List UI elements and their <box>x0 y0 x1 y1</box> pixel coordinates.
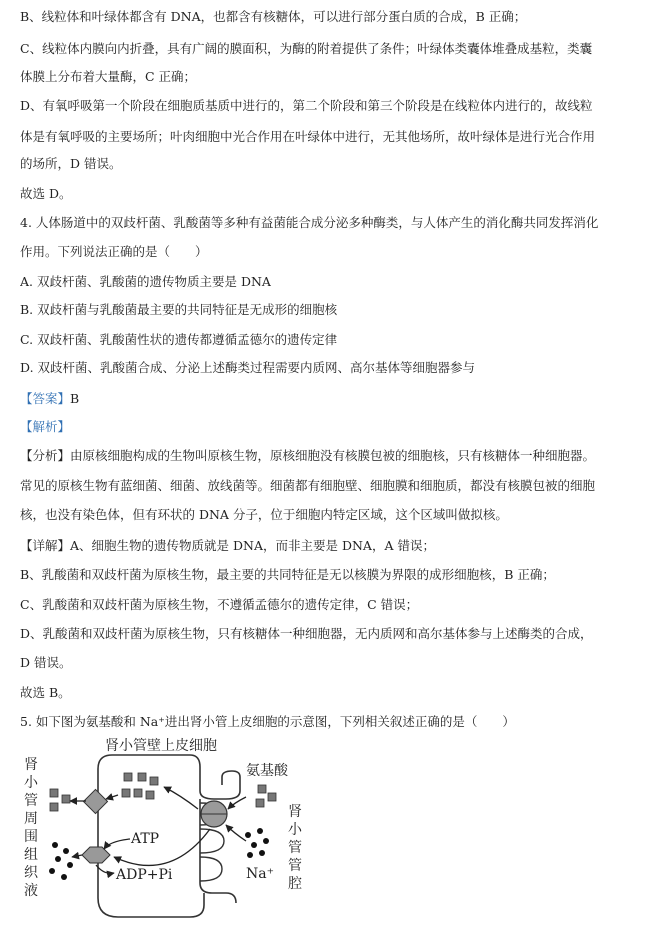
option-d: D. 双歧杆菌、乳酸菌合成、分泌上述酶类过程需要内质网、高尔基体等细胞器参与 <box>20 360 476 375</box>
answer-value: B <box>70 391 80 406</box>
svg-text:管: 管 <box>288 858 302 874</box>
text-line: 【分析】由原核细胞构成的生物叫原核生物，原核细胞没有核膜包被的细胞核，只有核糖体一种细胞器。 <box>20 448 596 463</box>
text-line: C、乳酸菌和双歧杆菌为原核生物，不遵循孟德尔的遗传定律，C 错误； <box>20 597 419 612</box>
text-line: 故选 B。 <box>20 685 71 700</box>
sodium-label: Na⁺ <box>246 866 274 882</box>
question-5-stem: 5. 如下图为氨基酸和 Na⁺进出肾小管上皮细胞的示意图，下列相关叙述正确的是（ ） <box>20 714 515 729</box>
text-line: 的场所，D 错误。 <box>20 156 122 171</box>
question-4-stem: 4. 人体肠道中的双歧杆菌、乳酸菌等多种有益菌能合成分泌多种酶类，与人体产生的消化酶共同发挥消化 <box>20 215 599 230</box>
peritubular-fluid-label <box>24 756 39 899</box>
text-line: D、有氧呼吸第一个阶段在细胞质基质中进行的，第二个阶段和第三个阶段是在线粒体内进行的，故线粒 <box>20 98 593 113</box>
svg-text:围: 围 <box>24 829 38 845</box>
amino-acid-squares-lumen <box>256 785 276 807</box>
option-a: A. 双歧杆菌、乳酸菌的遗传物质主要是 DNA <box>20 274 271 289</box>
cell-label: 肾小管壁上皮细胞 <box>105 738 217 754</box>
svg-text:管: 管 <box>288 840 302 856</box>
text-line: 常见的原核生物有蓝细菌、细菌、放线菌等。细菌都有细胞壁、细胞膜和细胞质，都没有核膜包被的细胞 <box>20 478 596 493</box>
svg-text:管: 管 <box>24 793 38 809</box>
sodium-dots-lumen <box>245 828 269 858</box>
text-line: D、乳酸菌和双歧杆菌为原核生物，只有核糖体一种细胞器，无内质网和高尔基体参与上述酶类的合成， <box>20 626 593 641</box>
text-line: B、乳酸菌和双歧杆菌为原核生物，最主要的共同特征是无以核膜为界限的成形细胞核，B 正确； <box>20 567 555 582</box>
svg-text:周: 周 <box>24 811 38 827</box>
svg-text:小: 小 <box>288 822 302 838</box>
text-line: 核，也没有染色体，但有环状的 DNA 分子，位于细胞内特定区域，这个区域叫做拟核。 <box>20 507 508 522</box>
sodium-dots-interstitial <box>49 842 73 880</box>
question-4-stem: 作用。下列说法正确的是（ ） <box>20 244 208 259</box>
text-line: 体是有氧呼吸的主要场所；叶肉细胞中光合作用在叶绿体中进行，无其他场所，故叶绿体是进行光合作用 <box>20 129 596 144</box>
option-b: B. 双歧杆菌与乳酸菌最主要的共同特征是无成形的细胞核 <box>20 302 338 317</box>
sodium-pump <box>82 847 110 863</box>
text-line: C、线粒体内膜向内折叠，具有广阔的膜面积，为酶的附着提供了条件；叶绿体类囊体堆叠成基粒，类囊 <box>20 41 593 56</box>
analysis-label: 【解析】 <box>20 419 71 434</box>
answer-label: 【答案】 <box>20 391 71 406</box>
answer-line <box>20 390 632 408</box>
svg-text:组: 组 <box>24 847 38 863</box>
atp-label: ATP <box>131 831 160 847</box>
cell-membrane <box>98 755 240 917</box>
amino-acid-squares-cell <box>122 773 158 799</box>
amino-acid-squares-interstitial <box>50 789 70 811</box>
option-c: C. 双歧杆菌、乳酸菌性状的遗传都遵循孟德尔的遗传定律 <box>20 332 338 347</box>
svg-text:小: 小 <box>24 775 38 791</box>
svg-text:肾: 肾 <box>24 757 38 773</box>
svg-text:液: 液 <box>24 883 38 899</box>
svg-text:肾: 肾 <box>288 804 302 820</box>
text-line: 故选 D。 <box>20 186 72 201</box>
text-line: 体膜上分布着大量酶，C 正确； <box>20 69 197 84</box>
text-line: D 错误。 <box>20 655 72 670</box>
amino-acid-label: 氨基酸 <box>246 763 288 779</box>
svg-text:腔: 腔 <box>288 876 302 892</box>
text-line: 【详解】A、细胞生物的遗传物质就是 DNA，而非主要是 DNA，A 错误； <box>20 538 435 553</box>
transport-diagram <box>0 733 649 925</box>
adp-label: ADP+Pi <box>116 867 173 883</box>
basolateral-carrier <box>83 789 107 813</box>
svg-text:织: 织 <box>24 865 38 881</box>
text-line: B、线粒体和叶绿体都含有 DNA，也都含有核糖体，可以进行部分蛋白质的合成，B 正确； <box>20 9 527 24</box>
tubule-lumen-label <box>288 803 303 892</box>
